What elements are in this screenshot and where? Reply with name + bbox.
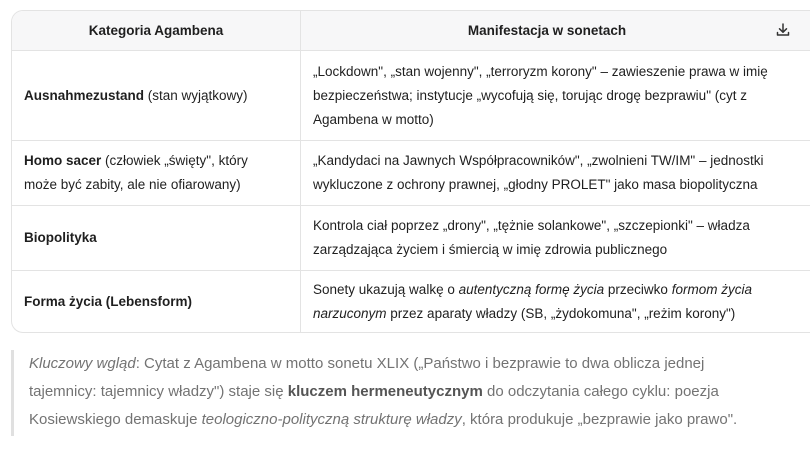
table-row: [12, 51, 810, 141]
table-row: [12, 271, 810, 333]
manifestation-line: zarządzająca życiem i śmiercią w imię zdrowia publicznego: [313, 242, 668, 257]
manifestation-italic: formom życia: [671, 282, 752, 297]
manifestation-line: Kontrola ciał poprzez „drony", „tężnie solankowe", „szczepionki" – władza: [313, 218, 750, 233]
category-cell: [12, 271, 301, 333]
category-term: Ausnahmezustand: [24, 87, 145, 103]
manifestation-text: przez aparaty władzy (SB, „żydokomuna", „reżim korony"): [386, 306, 736, 321]
manifestation-line: wykluczone z ochrony prawnej, „głodny PROLET" jako masa biopolityczna: [313, 177, 758, 192]
category-term: Biopolityka: [24, 230, 97, 245]
category-term: Forma życia (Lebensform): [24, 294, 193, 309]
manifestation-text: przeciwko: [604, 282, 672, 297]
quote-text: tajemnicy: tajemnicy władzy") staje się: [29, 383, 288, 400]
manifestation-line: „Lockdown", „stan wojenny", „terroryzm korony" – zawieszenie prawa w imię: [313, 63, 768, 79]
category-cell: [12, 51, 301, 140]
table-row: [12, 206, 810, 271]
category-suffix-line2: może być zabity, ale nie ofiarowany): [24, 177, 241, 192]
quote-text: , która produkuje „bezprawie jako prawo".: [461, 411, 738, 428]
manifestation-line: Agambena w motto): [313, 111, 434, 127]
manifestation-line: „Kandydaci na Jawnych Współpracowników", „zwolnieni TW/IM" – jednostki: [313, 153, 764, 168]
category-cell: [12, 141, 301, 205]
manifestation-italic: narzuconym: [313, 306, 387, 321]
category-term: Homo sacer: [24, 153, 102, 168]
manifestation-line: bezpieczeństwa; instytucje „wycofują się, torując drogę bezprawiu" (cyt z: [313, 87, 747, 103]
download-icon[interactable]: [772, 19, 794, 41]
category-suffix: (człowiek „święty", który: [101, 153, 248, 168]
manifestation-cell: [301, 51, 810, 140]
table-row: [12, 141, 810, 206]
quote-italic: teologiczno-polityczną strukturę władzy: [201, 411, 462, 428]
quote-lead: Kluczowy wgląd: [29, 355, 136, 372]
table-header-row: [12, 11, 810, 51]
quote-text: do odczytania całego cyklu: poezja: [482, 383, 719, 400]
quote-bold: kluczem hermeneutycznym: [287, 383, 483, 400]
manifestation-italic: autentyczną formę życia: [458, 282, 605, 297]
category-cell: [12, 206, 301, 270]
category-suffix: (stan wyjątkowy): [144, 87, 248, 103]
manifestation-cell: [301, 141, 810, 205]
header-manifestation: Manifestacja w sonetach: [467, 22, 627, 38]
agamben-table: [11, 10, 810, 333]
key-insight-quote: [11, 350, 801, 436]
header-category: Kategoria Agambena: [12, 11, 301, 50]
manifestation-text: Sonety ukazują walkę o: [313, 282, 459, 297]
manifestation-cell: [301, 206, 810, 270]
quote-text: : Cytat z Agambena w motto sonetu XLIX („Państwo i bezprawie to dwa oblicza jednej: [135, 355, 705, 372]
manifestation-cell: [301, 271, 810, 333]
quote-text: Kosiewskiego demaskuje: [29, 411, 202, 428]
